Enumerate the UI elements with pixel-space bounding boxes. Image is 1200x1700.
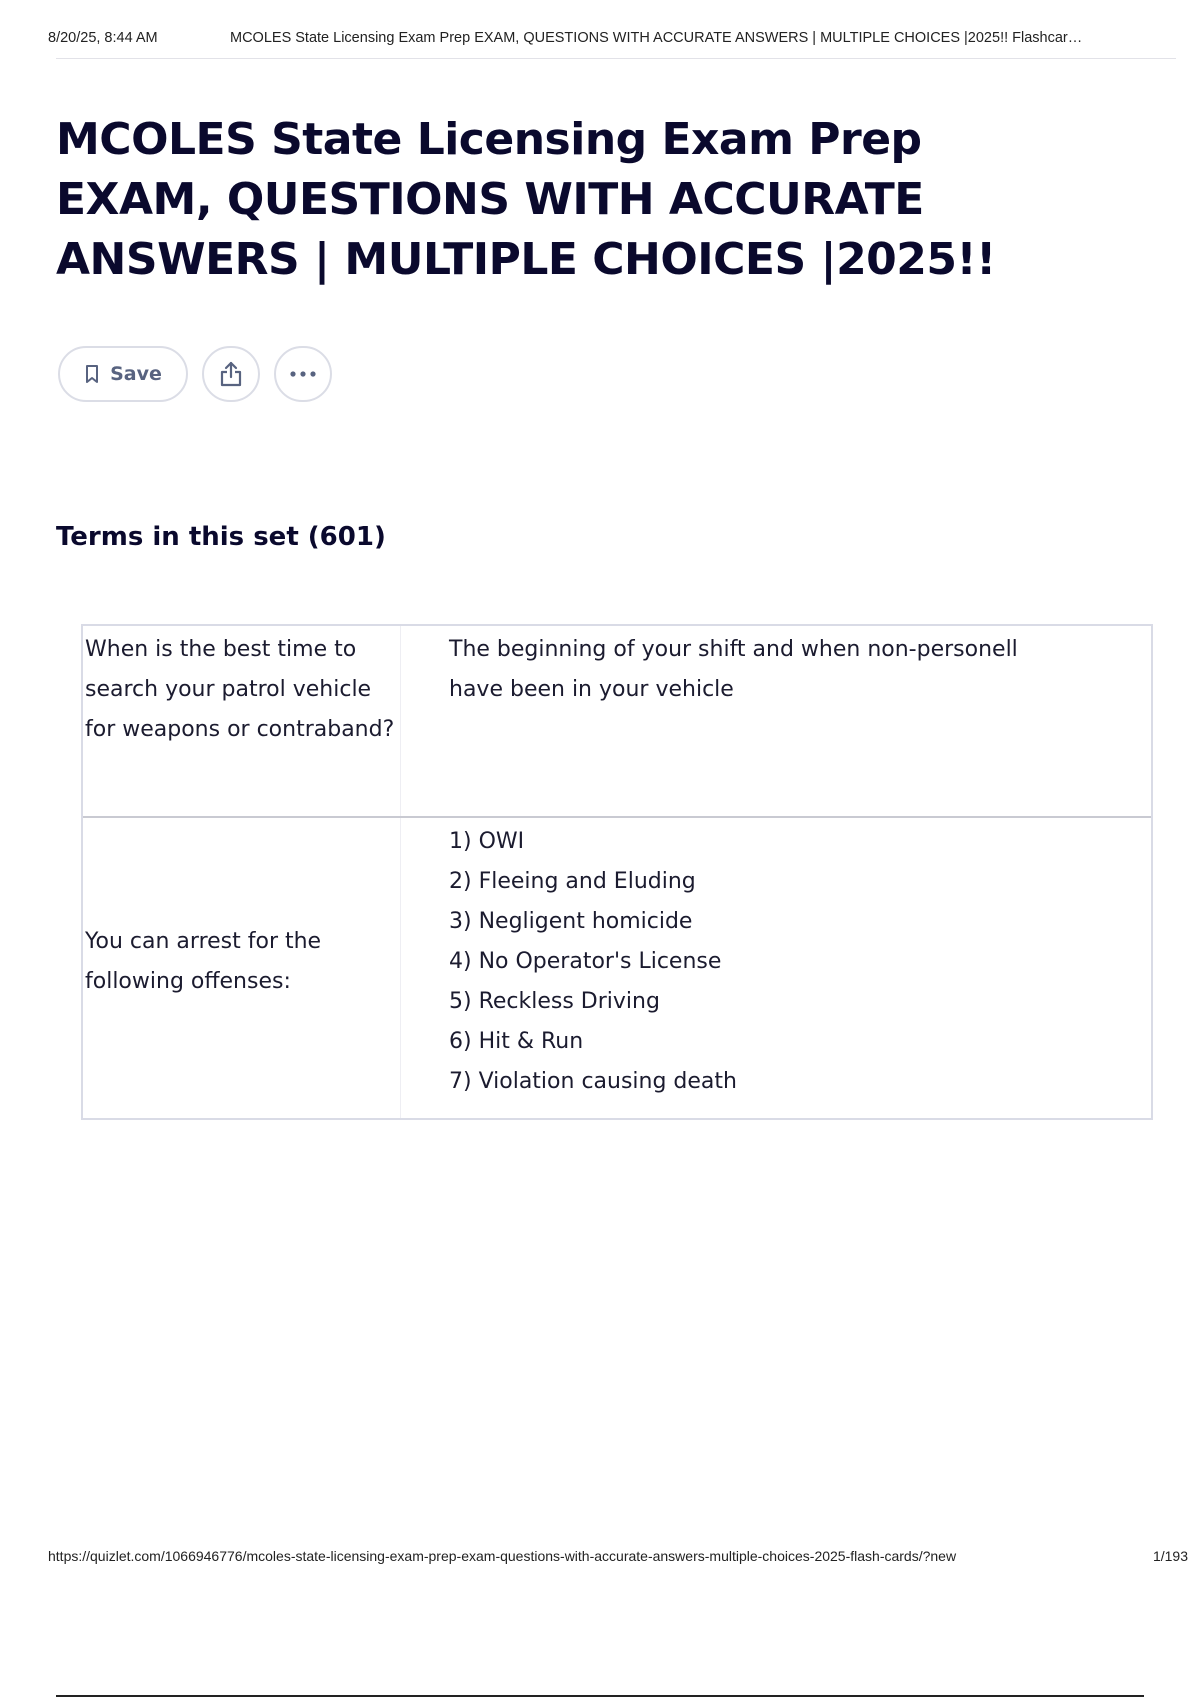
terms-table [81,624,1153,1120]
definition-line: have been in your vehicle [449,677,734,702]
print-footer [48,1548,1188,1568]
term-row [83,816,1151,1118]
print-header [48,30,1184,52]
set-title: MCOLES State Licensing Exam Prep EXAM, QUESTIONS WITH ACCURATE ANSWERS | MULTIPLE CHOICES |2025!! [56,114,996,285]
more-options-button[interactable] [274,346,332,402]
save-label: Save [110,363,162,385]
definition-line: The beginning of your shift and when non-personell [449,637,1018,662]
definition-line: 4) No Operator's License [449,949,722,974]
terms-heading: Terms in this set (601) [56,522,386,552]
definition-text [401,626,1151,816]
definition-line: 7) Violation causing death [449,1069,737,1094]
definition-line: 2) Fleeing and Eluding [449,869,696,894]
print-url: https://quizlet.com/1066946776/mcoles-state-licensing-exam-prep-exam-questions-with-accurate-answers-multiple-choices-2025-flash-cards/?new [48,1548,957,1564]
definition-line: 5) Reckless Driving [449,989,660,1014]
term-text [83,818,401,1118]
bookmark-icon [84,364,100,384]
term-text: When is the best time to search your patrol vehicle for weapons or contraband? [83,626,401,816]
definition-line: 1) OWI [449,829,525,854]
share-icon [218,360,244,388]
bottom-divider [56,1695,1144,1697]
print-page-title: MCOLES State Licensing Exam Prep EXAM, QUESTIONS WITH ACCURATE ANSWERS | MULTIPLE CHOICES |2025!! Flashcar… [230,30,1083,46]
more-icon [289,370,317,378]
print-date: 8/20/25, 8:44 AM [48,30,158,46]
save-button[interactable] [58,346,188,402]
term-row [83,626,1151,816]
page-number: 1/193 [1152,1548,1188,1564]
share-button[interactable] [202,346,260,402]
header-divider [56,58,1176,59]
definition-text [401,818,1151,1118]
term-label: You can arrest for the following offenses: [85,929,322,994]
definition-line: 6) Hit & Run [449,1029,584,1054]
definition-line: 3) Negligent homicide [449,909,693,934]
